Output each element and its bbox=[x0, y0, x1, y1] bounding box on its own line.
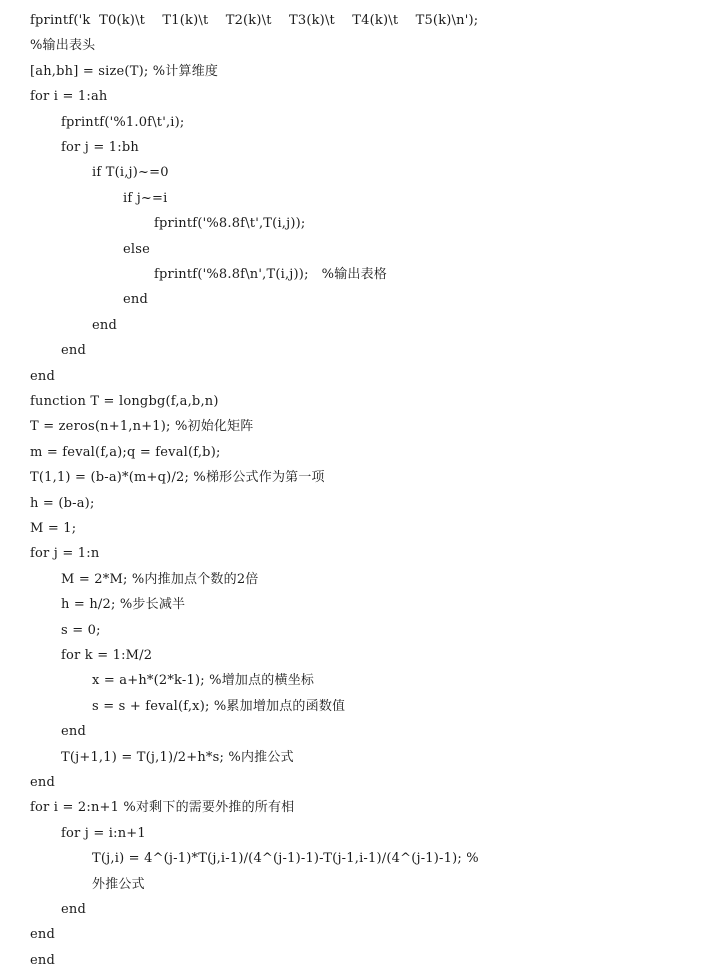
code-line: [ah,bh] = size(T); %计算维度 bbox=[30, 63, 219, 79]
code-line: end bbox=[30, 952, 55, 968]
code-line: h = h/2; %步长减半 bbox=[61, 597, 186, 613]
code-line: if j~=i bbox=[123, 190, 168, 206]
code-line: T = zeros(n+1,n+1); %初始化矩阵 bbox=[30, 419, 254, 435]
code-line: end bbox=[30, 368, 55, 384]
code-line: end bbox=[123, 292, 148, 308]
code-line: h = (b-a); bbox=[30, 495, 95, 511]
code-line: m = feval(f,a);q = feval(f,b); bbox=[30, 444, 221, 460]
code-line: T(1,1) = (b-a)*(m+q)/2; %梯形公式作为第一项 bbox=[30, 470, 325, 486]
code-line: fprintf('%1.0f\t',i); bbox=[61, 114, 185, 130]
code-line: fprintf('%8.8f\t',T(i,j)); bbox=[154, 216, 306, 232]
code-line: fprintf('%8.8f\n',T(i,j)); %输出表格 bbox=[154, 267, 387, 282]
code-line: s = 0; bbox=[61, 622, 101, 638]
code-line: end bbox=[92, 317, 117, 333]
code-line: function T = longbg(f,a,b,n) bbox=[30, 394, 219, 409]
code-line: end bbox=[61, 343, 86, 359]
code-line: %输出表头 bbox=[30, 38, 96, 54]
code-line: fprintf('k T0(k)\t T1(k)\t T2(k)\t T3(k)\t T4(k)\t T5(k)\n'); bbox=[30, 13, 479, 28]
code-line: for i = 2:n+1 %对剩下的需要外推的所有相 bbox=[30, 800, 295, 816]
code-line: for k = 1:M/2 bbox=[61, 648, 153, 663]
code-line: for j = 1:bh bbox=[61, 140, 139, 155]
code-line: end bbox=[61, 902, 86, 917]
code-line: M = 2*M; %内推加点个数的2倍 bbox=[61, 571, 259, 587]
code-line: end bbox=[61, 724, 86, 740]
code-line: M = 1; bbox=[30, 521, 77, 536]
code-line: else bbox=[123, 241, 151, 257]
code-line: for i = 1:ah bbox=[30, 89, 108, 105]
code-line: end bbox=[30, 927, 55, 943]
code-line: for j = i:n+1 bbox=[61, 825, 146, 841]
code-line: T(j+1,1) = T(j,1)/2+h*s; %内推公式 bbox=[61, 749, 294, 765]
code-line: 外推公式 bbox=[92, 876, 145, 892]
code-line: for j = 1:n bbox=[30, 546, 100, 562]
code-line: T(j,i) = 4^(j-1)*T(j,i-1)/(4^(j-1)-1)-T(j-1,i-1)/(4^(j-1)-1); % bbox=[92, 851, 479, 867]
code-line: if T(i,j)~=0 bbox=[92, 165, 169, 181]
code-line: end bbox=[30, 775, 55, 790]
code-line: x = a+h*(2*k-1); %增加点的横坐标 bbox=[92, 673, 315, 689]
code-line: s = s + feval(f,x); %累加增加点的函数值 bbox=[92, 698, 346, 714]
